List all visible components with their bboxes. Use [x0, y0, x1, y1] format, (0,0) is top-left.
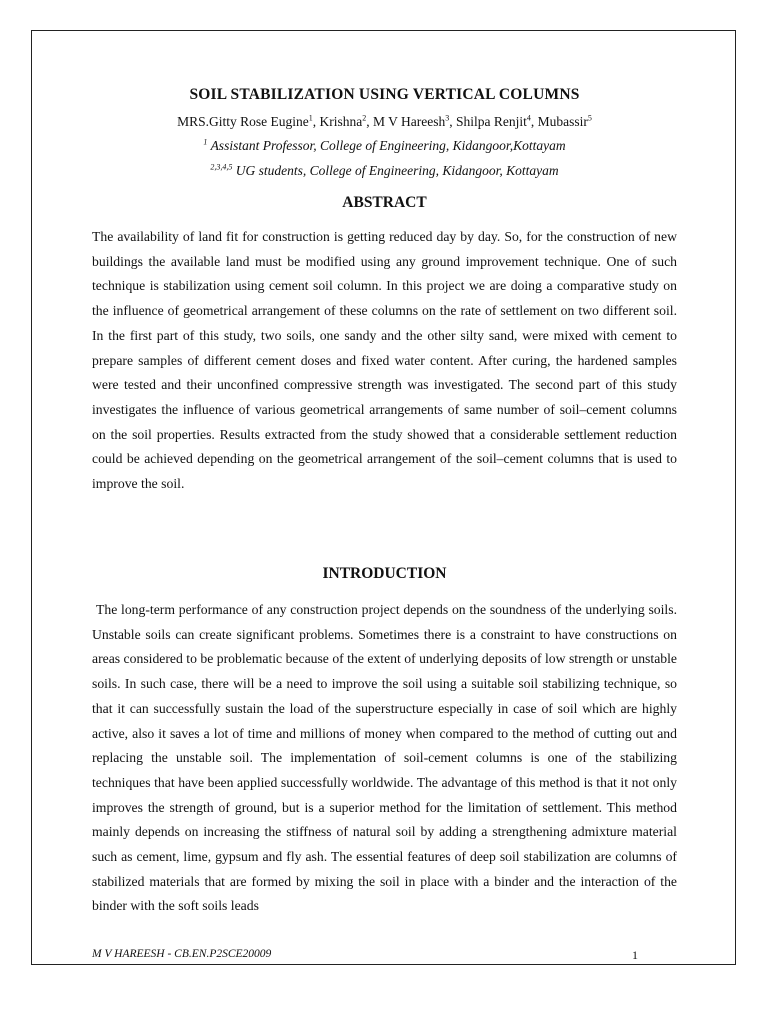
affiliation-superscript: 2,3,4,5 [210, 162, 233, 172]
affiliation-text: Assistant Professor, College of Engineering, Kidangoor,Kottayam [210, 138, 566, 153]
abstract-paragraph: The availability of land fit for construction is getting reduced day by day. So, for the construction of new buildings the available land must be modified using any ground improvement technique. One of such technique is stabilization using cement soil column. In this project we are doing a comparative study on the influence of geometrical arrangement of these columns on the rate of settlement on two different soil. In the first part of this study, two soils, one sandy and the other silty sand, were mixed with cement to prepare samples of different cement doses and fixed water content. After curing, the hardened samples were tested and their unconfined compressive strength was investigated. The second part of this study investigates the influence of various geometrical arrangements of same number of soil–cement columns on the soil properties. Results extracted from the study showed that a considerable settlement reduction could be achieved depending on the geometrical arrangement of the soil–cement columns that is used to improve the soil. [92, 229, 677, 492]
affiliation-text: UG students, College of Engineering, Kidangoor, Kottayam [235, 163, 559, 178]
author-superscript: 4 [526, 113, 531, 123]
author-superscript: 2 [362, 113, 367, 123]
author-name: Shilpa Renjit [456, 114, 527, 129]
affiliation-1 [92, 138, 677, 154]
introduction-paragraph: The long-term performance of any construction project depends on the soundness of the underlying soils. Unstable soils can create significant problems. Sometimes there is a constraint to have constructions on areas considered to be problematic because of the extent of underlying deposits of low strength or unstable soils. In such case, there will be a need to improve the soil using a suitable soil stabilizing technique, so that it can successfully sustain the load of the superstructure especially in case of soil which are highly active, also it saves a lot of time and millions of money when compared to the method of cutting out and replacing the unstable soil. The implementation of soil-cement columns is one of the stabilizing techniques that have been applied successfully worldwide. The advantage of this method is that it not only improves the strength of ground, but is a superior method for the limitation of settlement. This method mainly depends on increasing the stiffness of natural soil by adding a strengthening admixture material such as cement, lime, gypsum and fly ash. The essential features of deep soil stabilization are columns of stabilized materials that are formed by mixing the soil in place with a binder and the interaction of the binder with the soft soils leads [92, 602, 677, 914]
author-name: Krishna [319, 114, 363, 129]
introduction-heading: INTRODUCTION [322, 565, 447, 582]
author-list: MRS.Gitty Rose Eugine$^1$, Krishna$^2$, M V Hareesh$^3$, Shilpa Renjit$^4$, Mubassir$^5$ [177, 113, 592, 129]
author-superscript: 1 [308, 113, 313, 123]
affiliation-2 [92, 163, 677, 179]
abstract-heading: ABSTRACT [342, 194, 427, 211]
page-number: 1 [632, 948, 638, 962]
author-name: MRS.Gitty Rose Eugine [177, 114, 309, 129]
footer-author-id: M V HAREESH - CB.EN.P2SCE20009 [92, 948, 272, 960]
author-name: M V Hareesh [373, 114, 446, 129]
affiliation-superscript: 1 [203, 137, 208, 147]
paper-title: SOIL STABILIZATION USING VERTICAL COLUMNS [189, 86, 580, 103]
author-superscript: 3 [445, 113, 450, 123]
author-superscript: 5 [587, 113, 592, 123]
author-name: Mubassir [537, 114, 588, 129]
